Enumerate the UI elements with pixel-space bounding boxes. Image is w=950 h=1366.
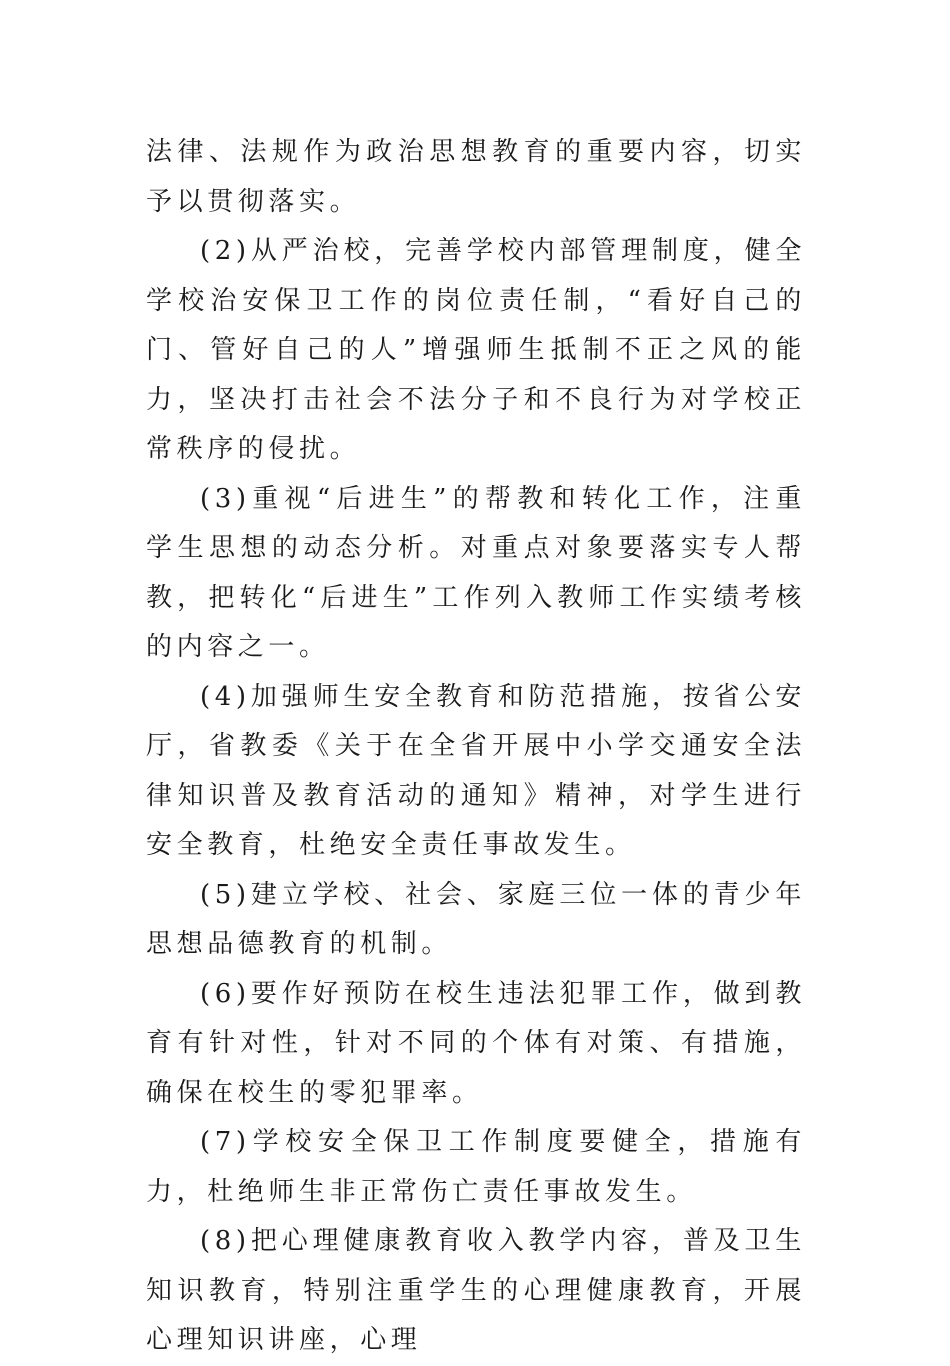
paragraph-item-3: (3)重视“后进生”的帮教和转化工作，注重学生思想的动态分析。对重点对象要落实专人帮教，把转化“后进生”工作列入教师工作实绩考核的内容之一。	[146, 483, 806, 662]
paragraph-continuation: 法律、法规作为政治思想教育的重要内容，切实予以贯彻落实。	[146, 137, 806, 217]
paragraph-item-7: (7)学校安全保卫工作制度要健全，措施有力，杜绝师生非正常伤亡责任事故发生。	[146, 1127, 806, 1207]
paragraph-item-8: (8)把心理健康教育收入教学内容，普及卫生知识教育，特别注重学生的心理健康教育，开展心理知识讲座，心理	[146, 1226, 806, 1355]
paragraph-item-5: (5)建立学校、社会、家庭三位一体的青少年思想品德教育的机制。	[146, 879, 806, 959]
paragraph-item-6: (6)要作好预防在校生违法犯罪工作，做到教育有针对性，针对不同的个体有对策、有措施，确保在校生的零犯罪率。	[146, 978, 806, 1108]
document-body	[146, 128, 806, 1366]
paragraph-item-4: (4)加强师生安全教育和防范措施，按省公安厅，省教委《关于在全省开展中小学交通安全法律知识普及教育活动的通知》精神，对学生进行安全教育，杜绝安全责任事故发生。	[146, 681, 806, 860]
paragraph-item-2: (2)从严治校，完善学校内部管理制度，健全学校治安保卫工作的岗位责任制，“看好自己的门、管好自己的人”增强师生抵制不正之风的能力，坚决打击社会不法分子和不良行为对学校正常秩序的侵扰。	[146, 236, 806, 464]
